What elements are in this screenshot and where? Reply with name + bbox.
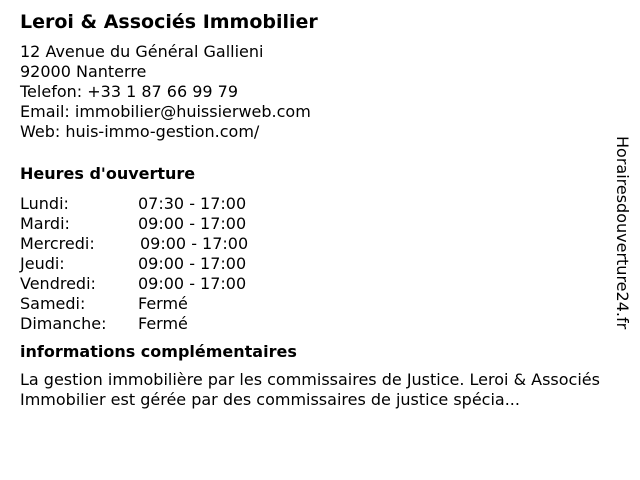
time-value: 09:00 - 17:00	[138, 274, 247, 293]
time-value: 09:00 - 17:00	[140, 234, 249, 253]
time-value: 09:00 - 17:00	[138, 254, 247, 273]
business-card	[20, 10, 610, 410]
info-heading: informations complémentaires	[20, 342, 297, 361]
day-label: Lundi:	[20, 194, 69, 213]
hours-row-sunday	[20, 314, 610, 334]
phone-line: Telefon: +33 1 87 66 99 79	[20, 82, 239, 101]
business-name: Leroi & Associés Immobilier	[20, 11, 318, 33]
hours-row-wednesday	[20, 234, 610, 254]
day-label: Vendredi:	[20, 274, 96, 293]
address-street: 12 Avenue du Général Gallieni	[20, 42, 264, 61]
day-label: Dimanche:	[20, 314, 107, 333]
hours-row-tuesday	[20, 214, 610, 234]
day-label: Samedi:	[20, 294, 86, 313]
hours-row-friday	[20, 274, 610, 294]
day-label: Mercredi:	[20, 234, 95, 253]
time-value: Fermé	[138, 294, 188, 313]
time-value: Fermé	[138, 314, 188, 333]
hours-row-monday	[20, 194, 610, 214]
contact-block	[20, 42, 610, 142]
source-watermark: Horairesdouverture24.fr	[613, 136, 632, 330]
info-description: La gestion immobilière par les commissaires de Justice. Leroi & Associés Immobilier est gérée par des commissaires de justice spécia...	[20, 370, 600, 409]
time-value: 07:30 - 17:00	[138, 194, 247, 213]
day-label: Mardi:	[20, 214, 70, 233]
website-line: Web: huis-immo-gestion.com/	[20, 122, 260, 141]
hours-row-thursday	[20, 254, 610, 274]
hours-row-saturday	[20, 294, 610, 314]
opening-hours-table	[20, 194, 610, 334]
hours-heading: Heures d'ouverture	[20, 164, 196, 183]
email-line: Email: immobilier@huissierweb.com	[20, 102, 311, 121]
day-label: Jeudi:	[20, 254, 65, 273]
time-value: 09:00 - 17:00	[138, 214, 247, 233]
address-city: 92000 Nanterre	[20, 62, 147, 81]
